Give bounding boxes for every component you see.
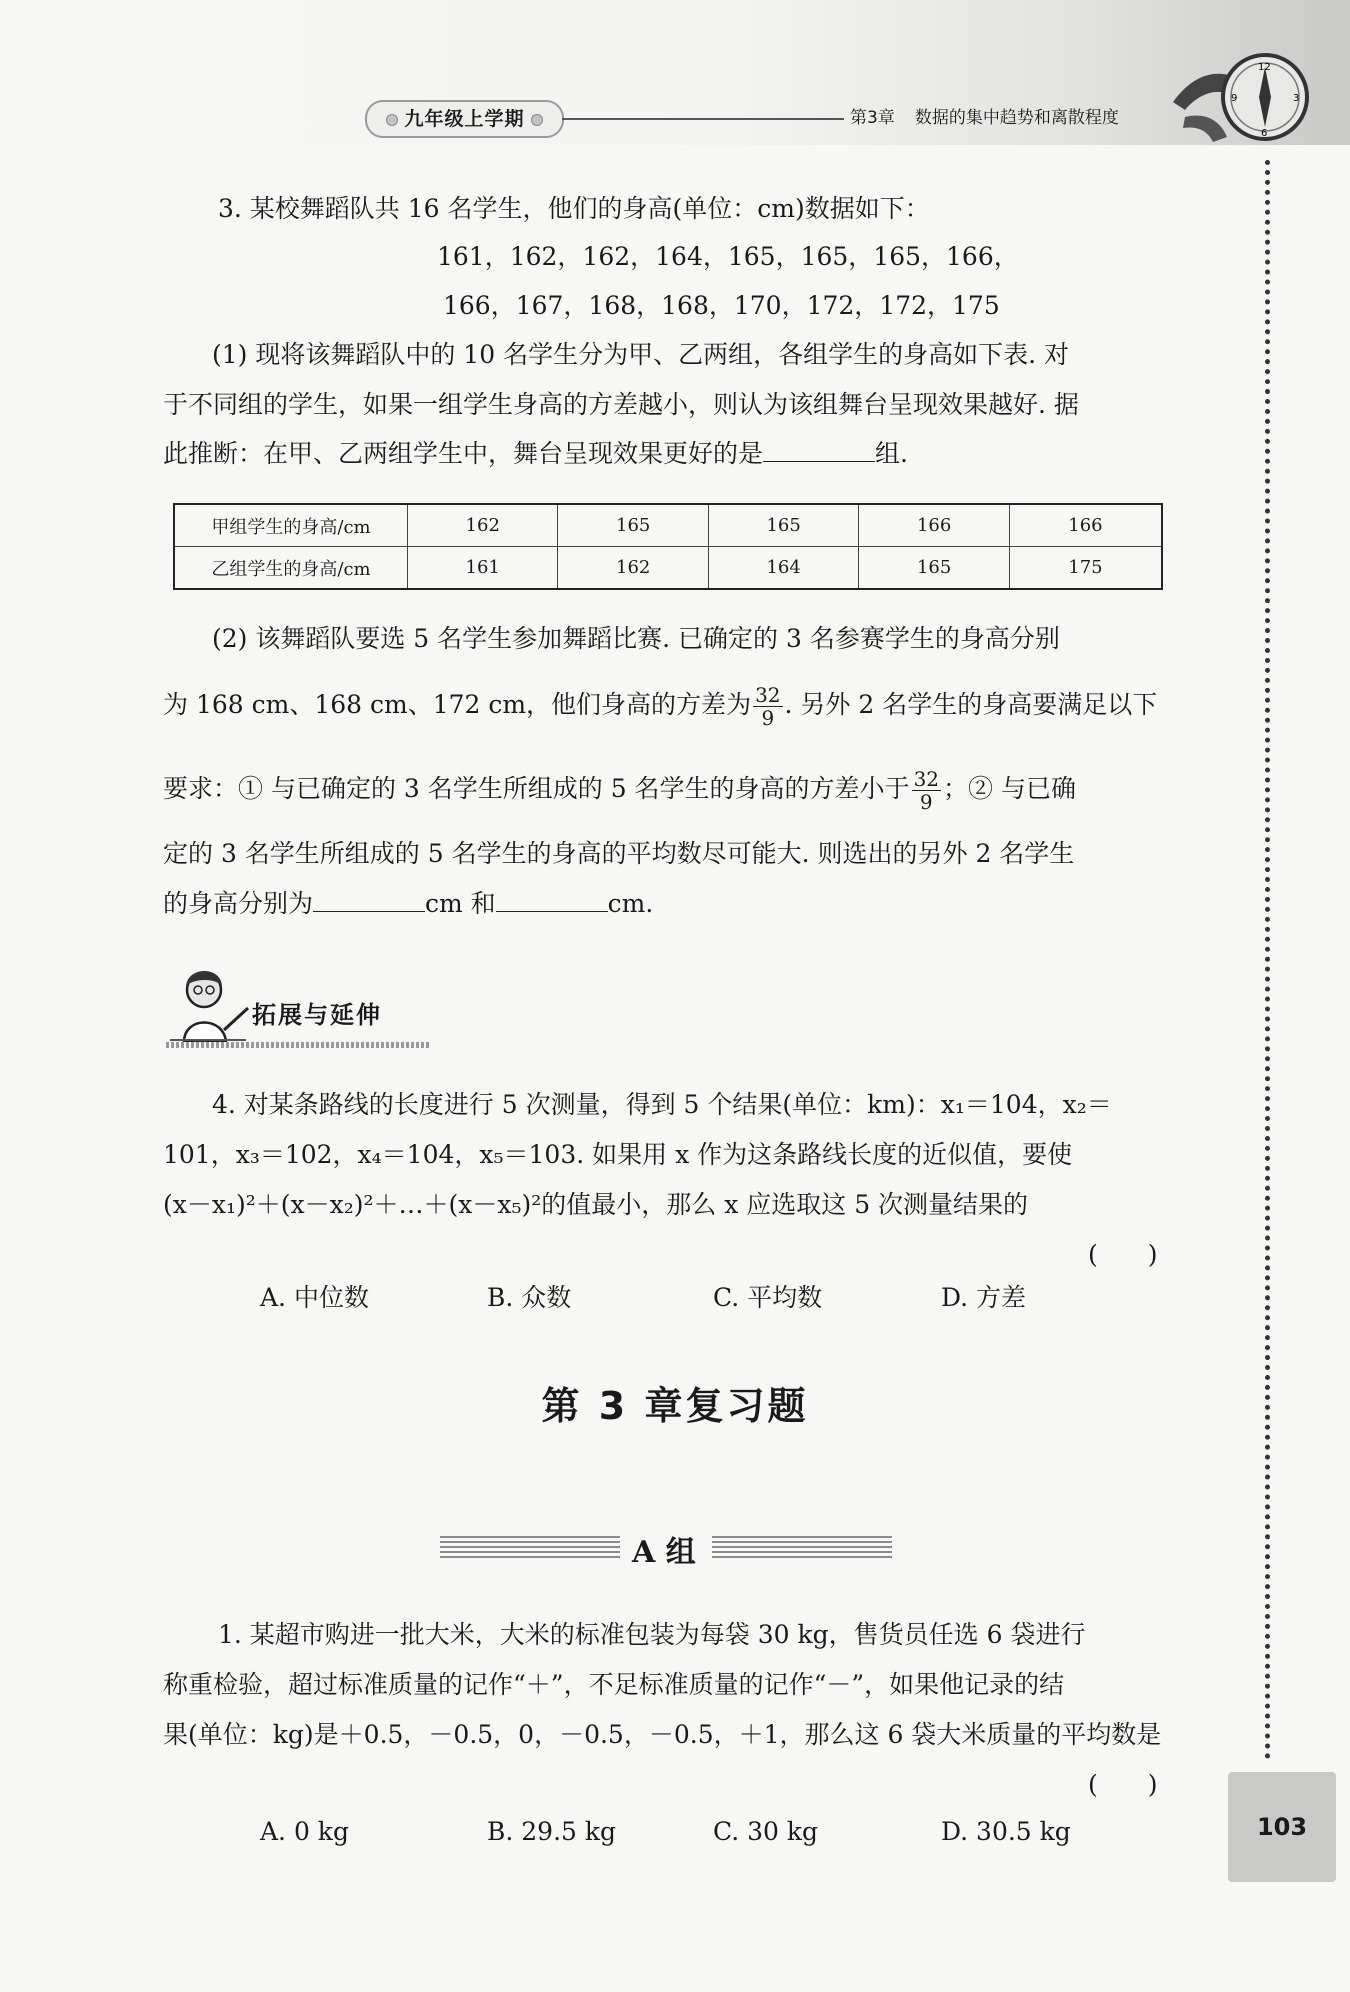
group-title: A 组: [632, 1535, 696, 1570]
option-a[interactable]: A. 中位数: [260, 1283, 369, 1312]
q3-data-line-2: 166，167，168，168，170，172，172，175: [443, 291, 1000, 320]
review-title: 第 3 章复习题: [541, 1384, 809, 1428]
option-b[interactable]: B. 29.5 kg: [487, 1817, 617, 1846]
q3-intro: 3. 某校舞蹈队共 16 名学生，他们的身高(单位：cm)数据如下：: [218, 194, 930, 223]
svg-text:12: 12: [1258, 62, 1271, 73]
fraction: $\frac{32}{9}$: [755, 683, 781, 730]
table-cell: 175: [1009, 547, 1162, 590]
table-row: [174, 547, 1162, 590]
table-cell: 165: [859, 547, 1009, 590]
option-c[interactable]: C. 平均数: [713, 1283, 823, 1312]
answer-paren[interactable]: ( ): [1088, 1770, 1158, 1799]
q4-line-2: 101，x₃＝102，x₄＝104，x₅＝103. 如果用 x 作为这条路线长度的近似值，要使: [163, 1140, 1073, 1169]
answer-paren[interactable]: ( ): [1088, 1240, 1158, 1269]
divider: [440, 1536, 620, 1558]
table-cell: 166: [859, 504, 1009, 547]
table-cell: 162: [408, 504, 558, 547]
table-cell: 161: [408, 547, 558, 590]
q3-part2-line-1: (2) 该舞蹈队要选 5 名学生参加舞蹈比赛. 已确定的 3 名参赛学生的身高分别: [212, 624, 1060, 653]
row-label: 乙组学生的身高/cm: [174, 547, 408, 590]
page-header: [0, 0, 1350, 145]
answer-blank[interactable]: [496, 887, 608, 912]
svg-text:3: 3: [1293, 93, 1300, 104]
runner-compass-icon: [1165, 42, 1315, 152]
row-label: 甲组学生的身高/cm: [174, 504, 408, 547]
q3-part2-line-4: 定的 3 名学生所组成的 5 名学生的身高的平均数尽可能大. 则选出的另外 2 名学生: [163, 839, 1075, 868]
option-d[interactable]: D. 方差: [941, 1283, 1027, 1312]
q4-line-1: 4. 对某条路线的长度进行 5 次测量，得到 5 个结果(单位：km)：x₁＝104，x₂＝: [212, 1090, 1112, 1119]
q3-data-line-1: 161，162，162，164，165，165，165，166，: [437, 242, 1019, 271]
fraction: $\frac{32}{9}$: [913, 767, 940, 814]
r1-line-2: 称重检验，超过标准质量的记作“＋”，不足标准质量的记作“－”，如果他记录的结: [163, 1670, 1065, 1699]
grade-label: 九年级上学期: [365, 100, 564, 138]
chapter-number: 第3章: [850, 108, 895, 128]
table-cell: 165: [708, 504, 858, 547]
chapter-title: [850, 103, 1119, 128]
svg-text:9: 9: [1231, 93, 1238, 104]
q4-line-3: (x－x₁)²＋(x－x₂)²＋…＋(x－x₅)²的值最小，那么 x 应选取这 5 次测量结果的: [163, 1190, 1029, 1219]
table-row: [174, 504, 1162, 547]
margin-dotted-line: [1265, 160, 1270, 1760]
divider: [712, 1536, 892, 1558]
option-c[interactable]: C. 30 kg: [713, 1817, 819, 1846]
q3-part1-line-2: 于不同组的学生，如果一组学生身高的方差越小，则认为该组舞台呈现效果越好. 据: [163, 390, 1079, 419]
table-cell: 162: [558, 547, 708, 590]
q3-part2-line-3: 要求：① 与已确定的 3 名学生所组成的 5 名学生的身高的方差小于 $\frac{32}{9}$ ；② 与已确: [163, 767, 1076, 814]
r1-line-1: 1. 某超市购进一批大米，大米的标准包装为每袋 30 kg，售货员任选 6 袋进行: [218, 1620, 1086, 1649]
q3-part2-line-2: 为 168 cm、168 cm、172 cm，他们身高的方差为 $\frac{32}{9}$ . 另外 2 名学生的身高要满足以下: [163, 683, 1158, 730]
table-cell: 166: [1009, 504, 1162, 547]
chapter-name: 数据的集中趋势和离散程度: [914, 108, 1119, 128]
extension-title: 拓展与延伸: [252, 1001, 382, 1029]
header-rule: [562, 118, 844, 120]
answer-blank[interactable]: [313, 887, 425, 912]
height-table: [173, 503, 1163, 590]
q3-part1-line-1: (1) 现将该舞蹈队中的 10 名学生分为甲、乙两组，各组学生的身高如下表. 对: [212, 340, 1069, 369]
divider: [166, 1042, 431, 1048]
svg-text:6: 6: [1261, 128, 1268, 139]
option-a[interactable]: A. 0 kg: [260, 1817, 349, 1846]
table-cell: 165: [558, 504, 708, 547]
q3-part1-line-3: 此推断：在甲、乙两组学生中，舞台呈现效果更好的是 组.: [163, 439, 908, 468]
answer-blank[interactable]: [763, 437, 875, 462]
q3-part2-line-5: 的身高分别为 cm 和 cm.: [163, 889, 654, 918]
option-b[interactable]: B. 众数: [487, 1283, 572, 1312]
r1-line-3: 果(单位：kg)是＋0.5，－0.5，0，－0.5，－0.5，＋1，那么这 6 袋大米质量的平均数是: [163, 1720, 1162, 1749]
page-number: 103: [1228, 1772, 1336, 1882]
table-cell: 164: [708, 547, 858, 590]
option-d[interactable]: D. 30.5 kg: [941, 1817, 1071, 1846]
